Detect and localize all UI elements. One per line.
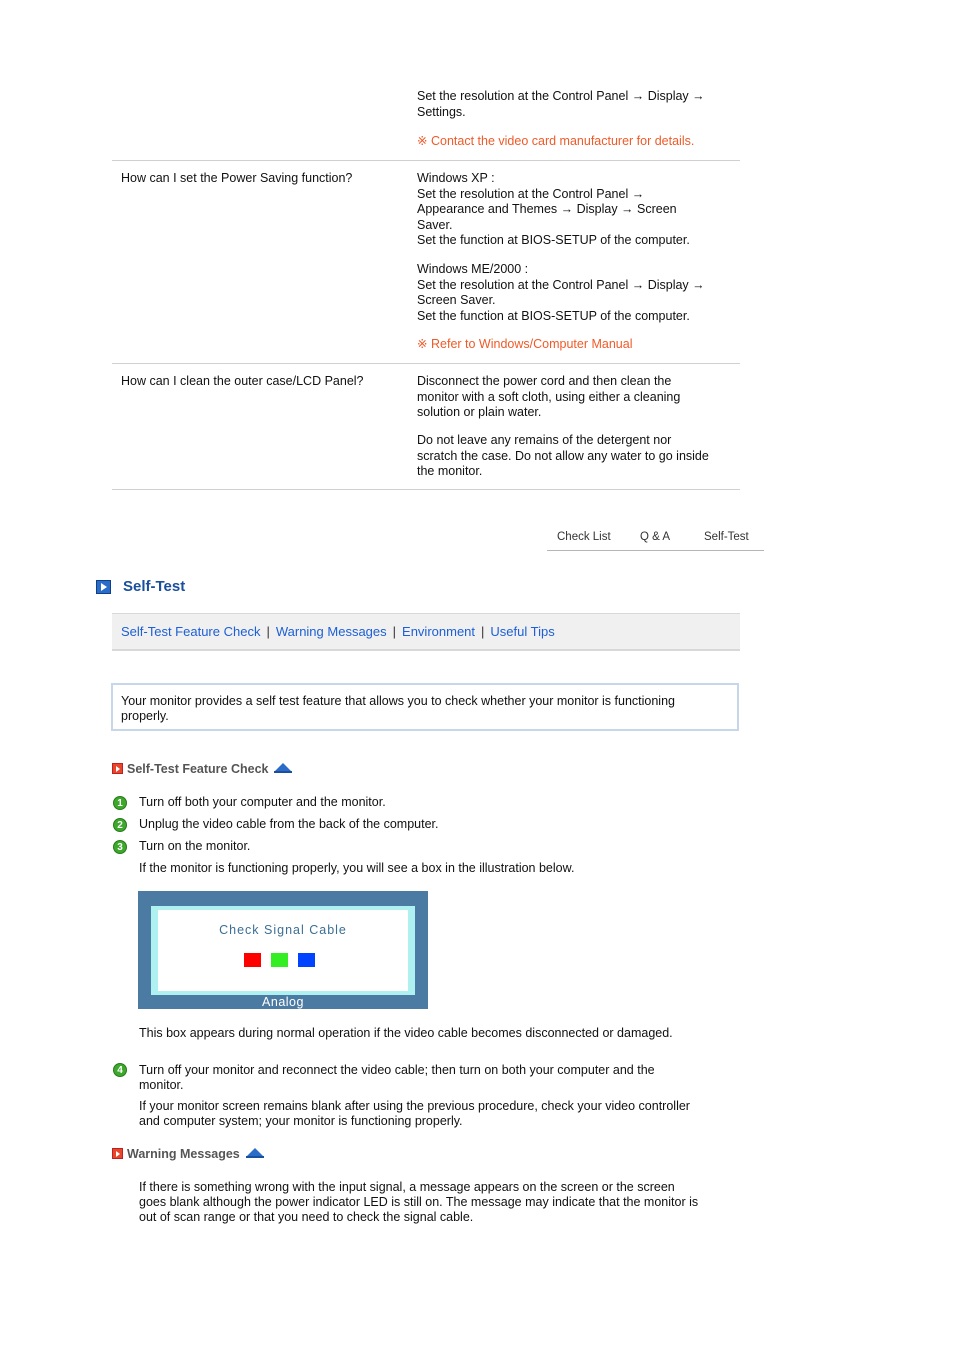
step-number-1-icon: 1 bbox=[113, 796, 127, 810]
subnav-link-useful-tips[interactable]: Useful Tips bbox=[490, 624, 555, 639]
osd-input-label: Analog bbox=[262, 995, 304, 1009]
warning-text: If there is something wrong with the input signal, a message appears on the screen or the screen goes blank although the power indicator LED is still on. The message may indicate that the monitor is out of scan range or that you need to check the signal cable. bbox=[139, 1180, 699, 1224]
tab-self-test[interactable]: Self-Test bbox=[704, 531, 749, 543]
row-divider bbox=[112, 363, 740, 364]
step-3-text: Turn on the monitor. bbox=[139, 839, 251, 853]
step-2-text: Unplug the video cable from the back of the computer. bbox=[139, 817, 439, 831]
step-1-text: Turn off both your computer and the monitor. bbox=[139, 795, 386, 809]
faq-answer-resolution: Set the resolution at the Control Panel → Display → Settings. bbox=[417, 89, 705, 119]
subnav-link-environment[interactable]: Environment bbox=[402, 624, 476, 639]
note-text: Contact the video card manufacturer for details. bbox=[431, 134, 695, 148]
row-divider bbox=[112, 489, 740, 490]
subnav-separator: | bbox=[266, 624, 270, 639]
subnav-separator: | bbox=[481, 624, 485, 639]
faq-answer-cleaning-a: Disconnect the power cord and then clean the monitor with a soft cloth, using either a cleaning solution or plain water. bbox=[417, 374, 681, 419]
faq-answer-cleaning-b: Do not leave any remains of the detergent nor scratch the case. Do not allow any water to go inside the monitor. bbox=[417, 433, 709, 478]
tab-q-and-a[interactable]: Q & A bbox=[640, 531, 671, 543]
osd-red-square bbox=[244, 953, 261, 967]
subnav-divider bbox=[112, 650, 740, 651]
subnav-separator: | bbox=[392, 624, 397, 639]
page-tabs bbox=[547, 528, 764, 551]
section-play-icon bbox=[96, 580, 111, 594]
step-number-4-icon: 4 bbox=[113, 1063, 127, 1077]
bullet-arrow-icon bbox=[112, 763, 123, 774]
note-mark-icon: ※ bbox=[417, 134, 428, 148]
warning-messages-heading bbox=[112, 1147, 264, 1161]
osd-explanation: This box appears during normal operation if the video cable becomes disconnected or damaged. bbox=[139, 1026, 673, 1040]
intro-text: Your monitor provides a self test feature that allows you to check whether your monitor is functioning properly. bbox=[121, 694, 675, 723]
step-3-detail: If the monitor is functioning properly, you will see a box in the illustration below. bbox=[139, 861, 575, 875]
faq-question-power-saving: How can I set the Power Saving function? bbox=[121, 171, 353, 185]
back-to-top-icon[interactable] bbox=[274, 763, 292, 773]
tab-check-list[interactable]: Check List bbox=[557, 531, 611, 543]
osd-green-square bbox=[271, 953, 288, 967]
row-divider bbox=[112, 160, 740, 161]
step-number-2-icon: 2 bbox=[113, 818, 127, 832]
feature-check-heading-text: Self-Test Feature Check bbox=[127, 762, 269, 776]
osd-blue-square bbox=[298, 953, 315, 967]
faq-note-video-card bbox=[417, 134, 694, 149]
bullet-arrow-icon bbox=[112, 1148, 123, 1159]
subnav-link-feature-check[interactable]: Self-Test Feature Check bbox=[121, 624, 261, 639]
faq-note-manual bbox=[417, 337, 632, 352]
step-4-detail: If your monitor screen remains blank after using the previous procedure, check your video controller and computer system; your monitor is functioning properly. bbox=[139, 1099, 690, 1128]
faq-answer-windows-xp: Windows XP : Set the resolution at the Control Panel → Appearance and Themes → Display → Screen Saver. Set the function at BIOS-SETUP of the computer. bbox=[417, 171, 690, 247]
osd-message: Check Signal Cable bbox=[219, 923, 347, 937]
back-to-top-icon[interactable] bbox=[246, 1148, 264, 1158]
self-test-subnav bbox=[112, 613, 740, 650]
intro-box bbox=[111, 683, 739, 731]
check-signal-illustration bbox=[138, 891, 428, 1009]
faq-question-cleaning: How can I clean the outer case/LCD Panel? bbox=[121, 374, 364, 388]
feature-check-heading bbox=[112, 762, 292, 776]
note-mark-icon: ※ bbox=[417, 337, 428, 351]
step-4-text: Turn off your monitor and reconnect the video cable; then turn on both your computer and the monitor. bbox=[139, 1063, 655, 1092]
note-text: Refer to Windows/Computer Manual bbox=[431, 337, 633, 351]
step-number-3-icon: 3 bbox=[113, 840, 127, 854]
warning-heading-text: Warning Messages bbox=[127, 1147, 240, 1161]
section-title: Self-Test bbox=[123, 578, 186, 595]
faq-answer-windows-me: Windows ME/2000 : Set the resolution at the Control Panel → Display → Screen Saver. Set the function at BIOS-SETUP of the computer. bbox=[417, 262, 705, 323]
subnav-link-warning-messages[interactable]: Warning Messages bbox=[275, 624, 387, 639]
